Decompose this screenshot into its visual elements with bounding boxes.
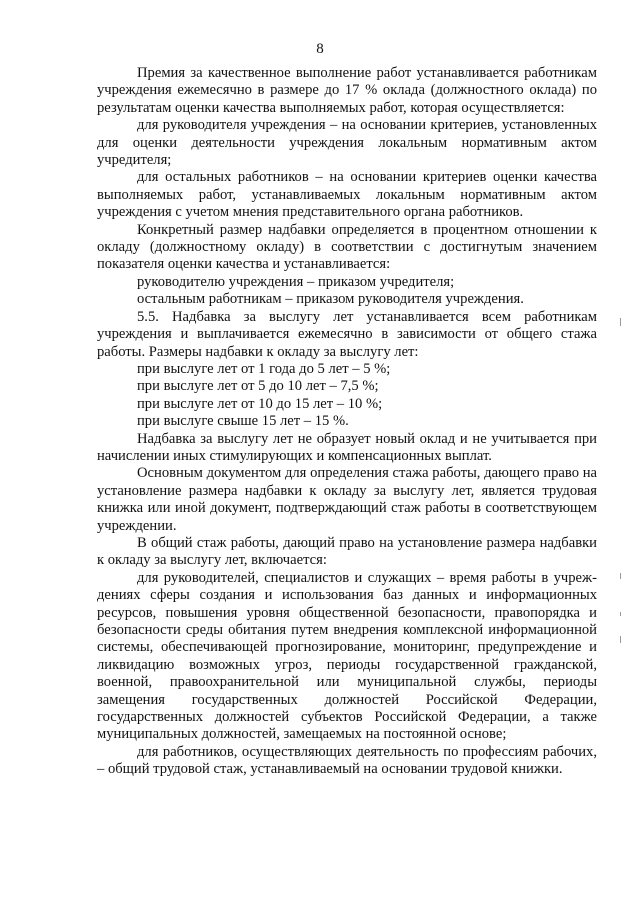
list-item-seniority-1-5: при выслуге лет от 1 года до 5 лет – 5 %;	[137, 360, 391, 377]
scan-mark	[620, 318, 621, 326]
scan-mark	[620, 636, 621, 643]
paragraph-bonus-quality: Премия за качественное выполнение работ устанавливается работникам учреждения ежемесячно в размере до 17 % оклада (должностного оклада) по результатам оценки качества выполняемых работ, которая осуществляется:	[97, 65, 597, 116]
paragraph-bonus-amount: Конкретный размер надбавки определяется в процентном отношении к окладу (должностному окладу) в соответствии с достигнутым значением показателя оценки качества и устанавливается:	[97, 221, 597, 273]
paragraph-staff-order: остальным работникам – приказом руководителя учреждения.	[137, 291, 524, 308]
paragraph-seniority-not-salary: Надбавка за выслугу лет не образует новый оклад и не учитывается при начислении иных стимулирующих и компенсационных выплат.	[97, 430, 597, 464]
paragraph-experience-specialists: для руководителей, специалистов и служащих – время работы в учреждениях сферы создания и использования баз данных и информационных ресурсов, повышения уровня общественной безопасности, правопорядка и безопасности среды обитания путем внедрения комплексной информационной системы, обеспечивающей прогнозирование, мониторинг, предупреждение и ликвидацию возможных угроз, периоды государственной гражданской, военной, правоохранительной или муниципальной службы, периоды замещения государственных должностей Российской Федерации, государственных должностей субъектов Российской Федерации, а также муниципальных должностей, замещаемых на постоянной основе;	[97, 569, 597, 743]
list-item-seniority-5-10: при выслуге лет от 5 до 10 лет – 7,5 %;	[137, 378, 379, 395]
paragraph-experience-workers: для работников, осуществляющих деятельность по профессиям рабочих, – общий трудовой стаж, устанавливаемый на основании трудовой книжки.	[97, 743, 597, 778]
scan-mark	[620, 573, 621, 579]
paragraph-total-experience: В общий стаж работы, дающий право на установление размера надбавки к окладу за выслугу лет, включается:	[97, 534, 597, 569]
list-item-seniority-over-15: при выслуге свыше 15 лет – 15 %.	[137, 413, 349, 430]
paragraph-bonus-other-staff: для остальных работников – на основании критериев оценки качества выполняемых работ, устанавливаемых локальным нормативным актом учреждения с учетом мнения представительного органа работников.	[97, 169, 597, 221]
scan-mark	[620, 612, 621, 616]
page-number: 8	[316, 41, 324, 57]
document-body	[97, 65, 597, 779]
paragraph-seniority-document: Основным документом для определения стажа работы, дающего право на установление размера надбавки к окладу за выслугу лет, является трудовая книжка или иной документ, подтверждающий стаж работы в соответствующем учреждении.	[97, 465, 597, 534]
list-item-seniority-10-15: при выслуге лет от 10 до 15 лет – 10 %;	[137, 395, 383, 412]
paragraph-bonus-director: для руководителя учреждения – на основании критериев, установленных для оценки деятельности учреждения локальным нормативным актом учредителя;	[97, 117, 597, 169]
paragraph-section-5-5: 5.5. Надбавка за выслугу лет устанавливается всем работникам учреждения и выплачивается ежемесячно в зависимости от общего стажа работы. Размеры надбавки к окладу за выслугу лет:	[97, 308, 597, 360]
paragraph-director-order: руководителю учреждения – приказом учредителя;	[137, 273, 455, 290]
